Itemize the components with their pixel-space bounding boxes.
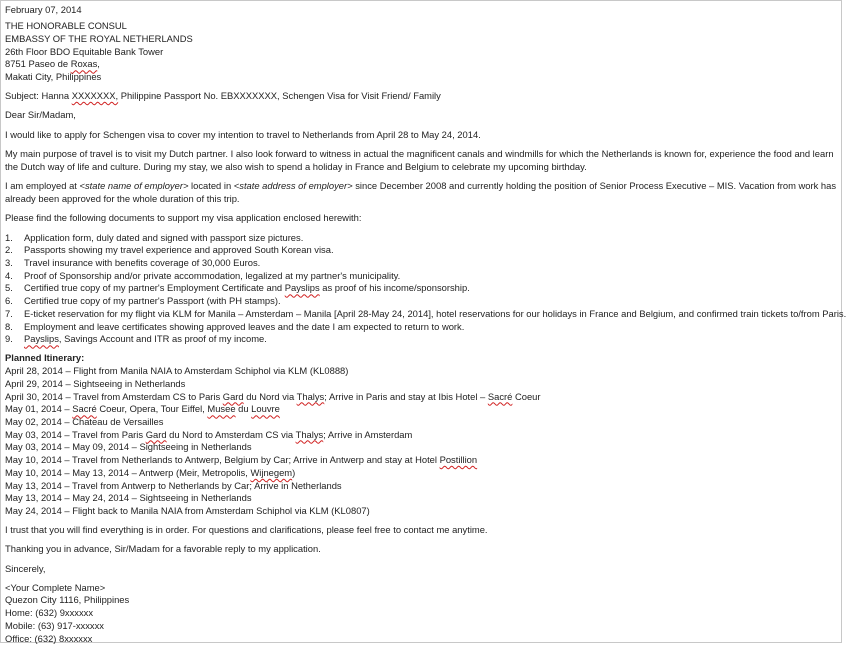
employer-placeholder: <state name of employer> [79,180,189,192]
spellcheck-word: Gard [145,428,167,440]
subject-prefix: Subject: Hanna [5,90,72,102]
closing-paragraph: Thanking you in advance, Sir/Madam for a favorable reply to my application. [5,543,321,555]
spellcheck-word: Louvre [251,403,280,415]
list-item-text: Travel insurance with benefits coverage of 30,000 Euros. [24,257,261,269]
employment-text: I am employed at [5,180,80,192]
itinerary-item: April 30, 2014 – Travel from Amsterdam CS to Paris Gard du Nord via Thalys; Arrive in Paris and stay at Ibis Hotel – Sacré Coeur [5,390,541,402]
employment-text: located in [188,180,234,192]
signature-line: Mobile: (63) 917-xxxxxx [5,619,104,631]
signature-name: <Your Complete Name> [5,581,106,593]
itinerary-item: May 03, 2014 – May 09, 2014 – Sightseeing in Netherlands [5,441,252,453]
list-item-number: 3. [5,257,13,269]
itinerary-title: Planned Itinerary: [5,352,85,364]
spellcheck-word: Wijnegem [250,466,293,478]
list-item-text: Passports showing my travel experience and approved South Korean visa. [24,244,334,256]
spellcheck-word: Sacré [72,403,97,415]
itinerary-item: May 03, 2014 – Travel from Paris Gard du Nord to Amsterdam CS via Thalys; Arrive in Amsterdam [5,428,413,440]
salutation: Dear Sir/Madam, [5,109,76,121]
employment-text: since December 2008 and currently holding the position of Senior Process Executive – MIS. Vacation from work has already been approved for the whole duration of this trip. [5,180,837,205]
spellcheck-word: Thalys [296,390,325,402]
list-item-number: 7. [5,307,13,319]
spellcheck-word: Gard [222,390,244,402]
list-item [5,270,837,283]
documents-intro: Please find the following documents to support my visa application enclosed herewith: [5,212,362,224]
closing-paragraph: I trust that you will find everything is in order. For questions and clarifications, please feel free to contact me anytime. [5,524,488,536]
list-item [5,307,847,321]
spellcheck-word: Payslips [24,333,59,345]
recipient-line: 26th Floor BDO Equitable Bank Tower [5,45,164,57]
list-item-number: 2. [5,244,13,256]
itinerary-item: April 29, 2014 – Sightseeing in Netherlands [5,377,186,389]
spellcheck-word: Payslips [284,282,320,294]
list-item-text: E-ticket reservation for my flight via KLM for Manila – Amsterdam – Manila [April 28-May 24, 2014], hotel reservations for our holidays in France and Belgium, and confirmed train tickets to/from Paris. [24,307,847,319]
address-placeholder: <state address of employer> [233,180,353,192]
list-item [5,295,837,308]
recipient-line: Makati City, Philippines [5,71,102,83]
itinerary-item: April 28, 2014 – Flight from Manila NAIA to Amsterdam Schiphol via KLM (KL0888) [5,365,349,377]
signature-block [5,582,837,645]
recipient-line: 8751 Paseo de Roxas, [5,58,100,70]
spellcheck-word: Sacré [487,390,513,402]
itinerary-item: May 01, 2014 – Sacré Coeur, Opera, Tour Eiffel, Musee du Louvre [5,403,280,415]
recipient-line: EMBASSY OF THE ROYAL NETHERLANDS [5,32,193,44]
list-item-text: Certified true copy of my partner's Employment Certificate and Payslips as proof of his income/sponsorship. [24,282,470,294]
list-item-number: 9. [5,333,13,345]
sign-off: Sincerely, [5,562,46,574]
spellcheck-word: Thalys [295,428,324,440]
itinerary-item: May 02, 2014 – Chateau de Versailles [5,416,164,427]
purpose-paragraph: My main purpose of travel is to visit my Dutch partner. I also look forward to witness in actual the magnificent canals and windmills for which the Netherlands is known for, experience the food and learn the Dutch way of life and culture. During my stay, we also wish to spend a holiday in France and Belgium to celebrate my upcoming birthday. [5,147,834,172]
intro-paragraph: I would like to apply for Schengen visa to cover my intention to travel to Netherlands from April 28 to May 24, 2014. [5,128,481,140]
list-item-text: Payslips, Savings Account and ITR as proof of my income. [24,333,267,345]
list-item [5,282,837,295]
itinerary-list [5,365,837,517]
itinerary-item: May 24, 2014 – Flight back to Manila NAIA from Amsterdam Schiphol via KLM (KL0807) [5,504,370,516]
list-item-number: 4. [5,269,13,281]
subject-rest: Philippine Passport No. EBXXXXXXX, Schengen Visa for Visit Friend/ Family [118,90,441,102]
list-item [5,232,837,245]
employment-paragraph [5,180,837,206]
recipient-line: THE HONORABLE CONSUL [5,20,127,32]
subject-masked-name: XXXXXXX, [71,90,119,102]
documents-list [5,231,847,346]
signature-line: Quezon City 1116, Philippines [5,594,130,606]
list-item-text: Certified true copy of my partner's Passport (with PH stamps). [24,295,281,307]
spellcheck-word: Roxas [70,58,98,70]
subject-line [5,90,837,103]
itinerary-item: May 10, 2014 – May 13, 2014 – Antwerp (Meir, Metropolis, Wijnegem) [5,466,296,478]
list-item-number: 1. [5,231,13,243]
list-item-text: Proof of Sponsorship and/or private accommodation, legalized at my partner's municipality. [24,269,401,281]
list-item [5,321,837,334]
signature-line: Home: (632) 9xxxxxx [5,607,94,619]
list-item-text: Employment and leave certificates showing approved leaves and the date I am expected to return to work. [24,320,465,332]
spellcheck-word: Musee [207,403,236,415]
list-item [5,333,837,346]
letter-date: February 07, 2014 [5,4,82,15]
list-item [5,257,837,270]
list-item-number: 5. [5,282,13,294]
itinerary-item: May 13, 2014 – May 24, 2014 – Sightseeing in Netherlands [5,492,252,504]
list-item-number: 6. [5,295,13,307]
itinerary-item: May 10, 2014 – Travel from Netherlands to Antwerp, Belgium by Car; Arrive in Antwerp and stay at Hotel Postillion [5,454,478,466]
spellcheck-word: Postillion [439,454,478,466]
list-item-number: 8. [5,320,13,332]
list-item-text: Application form, duly dated and signed with passport size pictures. [24,231,304,243]
itinerary-item: May 13, 2014 – Travel from Antwerp to Netherlands by Car; Arrive in Netherlands [5,479,342,491]
recipient-block [5,20,837,84]
signature-line: Office: (632) 8xxxxxx [5,632,93,644]
list-item [5,244,837,257]
